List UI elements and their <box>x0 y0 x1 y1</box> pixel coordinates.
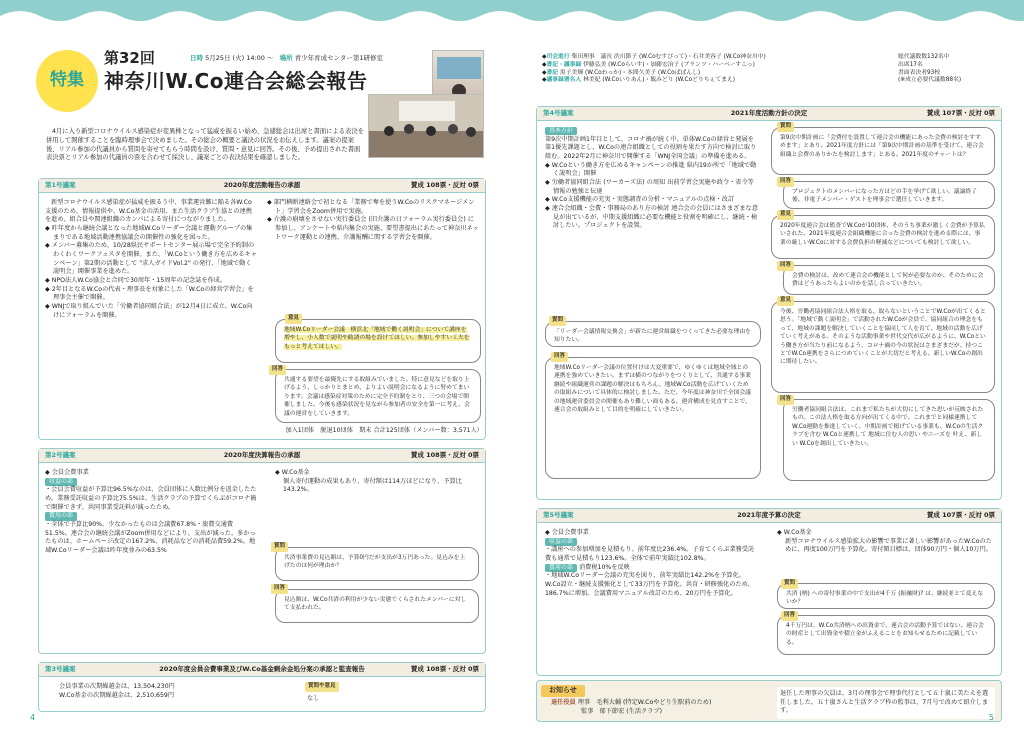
income-text: ・会員会費収益が予算比96.5%なのは、会員団体に入数比例分を返金したため。業務受託収益の予算比75.5%は、生活クラブの予算でくらぶがコロナ禍で開催できず、共同事業受託料が減ったため。 <box>45 486 257 511</box>
section-bill-2 <box>38 448 486 654</box>
date-label: 日時 <box>190 54 203 62</box>
roster-row: ◆書記 黒子美輝 (W.Coわっか)・本間久美子 (W.Coぱぱんし) <box>542 69 701 76</box>
section-header <box>537 509 1001 523</box>
question-bubble <box>771 127 995 175</box>
list-item: ◆ 労働者協同組合法 (ワーカーズ法) の周知 出前学習会実施や政令・省令等情報の勉強と伝達 <box>545 179 754 195</box>
title-number: 第32回 <box>104 49 155 67</box>
opinion-badge: 意見 <box>285 314 302 324</box>
list-item: ◆ 連合会組織・会費・事務局のあり方の検討 連合会の会員にはさまざまな意見が出ているが、中期支援組織に必要な機能と役割を明確にし、継続・検討したい。プロジェクトを設置。 <box>545 205 758 230</box>
vote-result: 賛成 108票・反対 0票 <box>410 664 479 673</box>
section-header <box>39 663 485 677</box>
answer-bubble <box>783 399 995 481</box>
roster-row: ◆書記・議事録 伊藤弘美 (W.Coらいす)・加藤宏冶子 (ブランツ・ハーベーすこっ) <box>542 61 755 68</box>
bill-title: 2021年度活動方針の決定 <box>730 108 808 117</box>
bill-3-body <box>59 683 259 700</box>
question-text: 第9次中期計画に「会費付を設置して連合会の機能にあった会費の検討をすすめます」とあり、2021年度方針には「第9次中期計画の基準を受けて、連合会組織と会費のありかたを検討します」とある。2021年度のチャートは？ <box>780 135 984 158</box>
bill-5-right-column <box>777 529 995 555</box>
bill-title: 2020年度決算報告の承認 <box>223 450 301 459</box>
income-tag: 収益の部 <box>45 478 77 486</box>
fund-text: 個人寄付運動の成果もあり、寄付額は114万ほどになり、予算比143.2%。 <box>283 477 462 494</box>
notice-text: 退任した理事の欠員は、3月の理事会で理事代行として五十嵐に美たえを選任しました。五十嵐さんと生活クラブ枠の監事は、7月号で改めて紹介します。 <box>777 687 995 719</box>
question-badge: 質問や意見 <box>305 682 339 692</box>
section-bill-4 <box>536 106 1002 500</box>
policy-tag: 基本方針 <box>545 127 577 135</box>
opinion-bubble <box>771 215 995 259</box>
answer-bubble <box>545 357 761 479</box>
list-item: ◆ NPO法人W.Co協会と合同で30周年・15周年の記念誌を作成。 <box>45 277 227 285</box>
notice-heading: お知らせ <box>541 685 585 697</box>
income-text: ・講座への参加増加を見積もり、前年度比236.4%。子育てくらぶ業務受託費も通常で見積もり123.6%。全体で前年実績比102.8%。 <box>545 546 755 563</box>
stat-line: 出席17名 <box>898 61 923 68</box>
retired-row: 監事 郁下節宏 (生活クラブ) <box>581 707 663 715</box>
answer-text: 労働者協同組合法は、これまで私たちが大切にしてきた思いが反映されたもの。この法人格を取る方向が出てくる中で、これまでと同様連携してW.Co運動を推進していく。中期計画で掲げている事業も、W.Coの生活クラブを含む W.Coと連携して 地域に住む人の思い やニーズを 叶え、新しい W.Coを創出していきたい。 <box>792 407 984 447</box>
answer-bubble <box>783 181 995 209</box>
question-text: 共済事業費の見込額は、予算0円だが支出が3万円あった。見込みを上げたのは何が理由か？ <box>284 555 466 570</box>
answer-badge: 回答 <box>269 365 286 375</box>
question-bubble <box>545 321 761 347</box>
question-text: 共済 (柄) への寄付事業の中で支出が4千万 (振融財)? は、継続並とて変えないか？ <box>786 591 984 606</box>
intro-text: 4月に入り新型コロナウイルス感染症が変異株となって猛威を振るい始め、急遽総会は出席と書面による表決を併用して開催することを臨時理事会で決めました。その総会の概要と議決の状況をお伝えします。議案の提案後、リアル参加の代議員から質問を寄せてもらう時間を設け、質問・意見に回答。その後、予め提出された書面表決票とリアル参加の代議員の票を合わせて採決し、議案ごとの表決結果を確認しました。 <box>46 128 364 162</box>
page-number-left: 4 <box>30 712 36 722</box>
wave-decoration <box>0 6 1024 26</box>
meeting-photo-image <box>369 95 484 158</box>
expense-text: ・全体で予算比90%。少なかったものは会議費67.8%・旅費交通費51.5%。連合会の継続会議がZoom併用などにより、支出が減った。多かったものは、ホームページ改定の167.2%、消耗品などの消耗品費59.2%。地域W.Coリーダー会議は昨年度並みの63.5% <box>45 521 256 555</box>
vote-result: 賛成 108票・反対 0票 <box>410 450 479 459</box>
question-badge: 質問 <box>781 579 798 589</box>
question-badge: 質問 <box>549 316 566 326</box>
place-value: 青少年育成センター第1研修室 <box>294 54 384 62</box>
opinion-badge: 意見 <box>777 210 794 220</box>
list-item: ◆ W.Co支援機能の充実・実態調査の分析・マニュアルの点検・改訂 <box>545 196 735 204</box>
opinion-text: 地域W.Coリーダー会議 横浜北「地域で働く説明会」について講座を増やし、小人数で説明や勧誘の場を設けてほしい。参加しやすい工夫をもっと考えてほしい。 <box>284 327 470 350</box>
list-item: ◆ 昨年度から継続会議となった地域W.Coリーダー会議と運動グループの集まりである地域活動連携協議会の開催性の強化を図った。 <box>45 225 253 241</box>
attendance-stats <box>898 54 1008 85</box>
notice-box <box>536 680 1002 722</box>
carryover-fund: W.Co基金の次期繰越金は、2,510,659円 <box>59 691 175 699</box>
bill-number: 第4号議案 <box>543 108 574 117</box>
answer-bubble <box>777 615 995 655</box>
answer-bubble <box>783 265 995 295</box>
retired-officers <box>551 699 751 716</box>
bill-1-left-column <box>45 199 257 320</box>
list-item: ◆ 介護の崩壊をさせない実行委員会 (旧介護の日フォーラム実行委員会) に参加し、アンケートや県内集会の実施、要望書提出にあたって神奈川ネットワーク運動との連携、介護報酬に関する学習会を開催。 <box>267 216 479 241</box>
page-right <box>512 24 1024 731</box>
vote-result: 賛成 107票・反対 0票 <box>926 108 995 117</box>
list-item: ◆ WNJで取り組んでいた「労働者協同組合法」が12月4日に成立。W.Co向けにフォーラムを開催。 <box>45 303 253 319</box>
page-left <box>0 24 512 731</box>
question-badge: 質問 <box>777 122 794 132</box>
question-badge: 質問 <box>271 542 288 552</box>
bill-4-left-column <box>545 127 759 231</box>
answer-text: 会費の検討は、改めて連合会の機能として何が必要なのか、そのために会費はどうあったらよいのかを話し合っていきたい。 <box>792 273 984 288</box>
meeting-meta <box>190 54 383 63</box>
meeting-photo <box>368 94 484 158</box>
list-item: ◆ メンバー募集のため、10/28県民サポートセンター展示場で完全予約制のわくわくワークフェスタを開催。また、「W.Coという働き方を広めるキャンペーン」第2期の活動として "求人ガイドVol.2" の発行、「地域で動く説明会」開催事業を進めた。 <box>45 242 257 276</box>
stat-line: 総代議数数132名中 <box>898 54 950 60</box>
roster-row: ◆司会進行 柴田理事 議長 渋川節子 (W.Coむすびって)・石井美容子 (W.Co神奈川中) <box>542 54 766 60</box>
bill-number: 第2号議案 <box>45 450 76 459</box>
feature-badge: 特集 <box>36 50 98 112</box>
answer-text: 共通する要望を最優先にする取組みでいました。特に意見などを取り上げるよう、しっかりとまとめ、よりよい説明会になるように努めてまいります。会議は感染症対策のために完全予約制をとり、三つの会場で開催しました。今後も感染状況を見ながら参加者の安全を第一に考え、会議の運営をしていきます。 <box>284 377 470 417</box>
list-item: ◆ 2年目となるW.Coの代表・理事長を対象にした「W.Coの経営学習会」を理事会主催で開催。 <box>45 285 254 302</box>
section-header <box>39 179 485 193</box>
opinion-badge: 意見 <box>777 296 794 306</box>
section-bill-5 <box>536 508 1002 676</box>
retired-row: 退任役員 理事 毛利大輔 (特定W.Coやどり生駅前のため) <box>551 699 712 706</box>
list-item: ◆ W.Coという働き方を広めるキャンペーンの推進 県内19か所で「地域で動く説明会」開催 <box>545 161 757 178</box>
expense-tag: 費用の部 <box>45 512 77 520</box>
answer-text: 4千万円は、W.Co共済柄への出資金で、連合会の活動予算ではない。連合会の財産として出資金や積立金がふえることをお知らせるために記載している。 <box>786 623 984 646</box>
opinion-bubble <box>275 319 481 363</box>
vote-result: 賛成 107票・反対 0票 <box>926 510 995 519</box>
answer-badge: 回答 <box>777 261 794 271</box>
answer-text: プロジェクトのメンバーになった方はどの手を挙げて欲しい。議論終了後、非電子メンバー・ゲストを理事会で選任していきます。 <box>792 189 977 204</box>
question-bubble <box>777 583 995 609</box>
question-answer: なし <box>307 695 320 702</box>
opinion-bubble <box>771 301 995 393</box>
date-value: 5月25日 (火) 14:00 ～ <box>205 54 274 62</box>
bill-number: 第3号議案 <box>45 664 76 673</box>
question-text: 「リーダー会議情報交換会」が新たに運営組織をつくってきた必要な理由を知りたい。 <box>554 329 751 344</box>
bill-1-right-column <box>267 199 479 242</box>
bill-2-left-column <box>45 469 257 556</box>
list-item: ◆ 部門横断連絡会で初となる「業務で奪を使うW.Coのリスクマネージメント」学習会をZoom併用で実施。 <box>267 199 475 215</box>
opinion-text: 2020年度連合会は監査でW.Coが10団体、そのうち事業が激しく会費が予算払いされた。2021年度連合会組織機能に合った会費の検討を進める際には、事業の厳しいW.Coに対する会費負担の軽減などについても検討して欲しい。 <box>780 223 985 246</box>
opinion-text: 今後、労働者協同組合法人格を取る、取らないということでW.Coが出てくると思う。「地域で動く説明会」で活動されたW.Coが会員で、協同組合の理念をもって、地域の課題を解決していくことを協同して人を育て、地域の活動を広げていく考えがある。そのような活動事業や世代交代が広がるように、W.Coという働き方が当たり前になるよう、コロナ禍の今の状況はさまざまだが、持つことでW.Co連携をさらにつめていくことが大切だと考える。新しいW.Coの創出に期待したい。 <box>780 309 986 366</box>
bill-1-summary: 新型コロナウイルス感染症が猛威を振るう中、事業運営難に陥る各W.Co支援のため、情報提供や、W.Co基金の活用、また生活クラブ生協との連携を進め、組合員や関連組織のカンパによる寄付につながりました。 <box>45 199 252 224</box>
policy-text: 第9次中期計画1年目として、コロナ禍が続く中、単体W.Coの経営と発展を第1優先課題とし、W.Coの連合組織としての役割を果たす方向で検討に取り組む。2022年2月に神奈川で開催する「WNJ全国会議」の準備を進める。 <box>545 135 757 161</box>
answer-badge: 回答 <box>777 177 794 187</box>
stat-line: (※成立必要代議数88名) <box>898 77 962 84</box>
answer-badge: 回答 <box>781 611 798 621</box>
question-bubble <box>275 547 479 581</box>
title-main: 神奈川W.Co連合会総会報告 <box>104 69 368 93</box>
bill-number: 第1号議案 <box>45 180 76 189</box>
bill-number: 第5号議案 <box>543 510 574 519</box>
bill-5-left-column <box>545 529 759 598</box>
section-bill-3 <box>38 662 486 712</box>
meeting-roster <box>542 54 822 85</box>
answer-text: 見込額は、W.Co共済の利用が少ない実態でくらされたメンバーに対して支払われた。 <box>284 597 467 612</box>
place-label: 場所 <box>279 54 293 62</box>
bill-title: 2020年度会員会費事業及びW.Co基金剰余金処分案の承認と監査報告 <box>159 664 365 673</box>
carryover-members: 会員事業の次期繰越金は、13,504,230円 <box>59 683 175 690</box>
answer-bubble <box>275 589 479 623</box>
bill-title: 2021年度予算の決定 <box>737 510 801 519</box>
bill-2-right-column <box>275 469 479 495</box>
item-heading: ◆ W.Co基金 <box>777 529 812 536</box>
answer-bubble <box>275 369 481 423</box>
section-header <box>537 107 1001 121</box>
expense-tag: 費用の部 <box>545 564 577 572</box>
page-number-right: 5 <box>988 712 994 722</box>
roster-row: ◆議事録署名人 林美紀 (W.Coいりあん)・飯みどり (W.Coどりちぇてまえ) <box>542 77 735 84</box>
expense-text: ・地域W.Coリーダー会議の充実を図り、前年実績比142.2%を予算化。W.Co設立・継続支援強化として33万円を予算化。共育・研修強化のため、186.7%に増加。会議費用マニュアル改訂のため、20万円を予算化。 <box>545 572 754 597</box>
answer-badge: 回答 <box>777 395 794 405</box>
bill-title: 2020年度活動報告の承認 <box>223 180 301 189</box>
vote-result: 賛成 108票・反対 0票 <box>410 180 479 189</box>
expense-note: 消費税10%を反映 <box>578 563 630 571</box>
section-header <box>39 449 485 463</box>
item-heading: ◆ 会員会費事業 <box>545 529 589 536</box>
answer-badge: 回答 <box>271 584 288 594</box>
membership-footer: 加入1団体 脱退10団体 期末 合計125団体（メンバー数：3,571人） <box>285 427 483 434</box>
income-tag: 収益の部 <box>545 538 577 546</box>
section-bill-1 <box>38 178 486 440</box>
stat-line: 書面表決者93校 <box>898 69 941 76</box>
answer-badge: 回答 <box>551 352 568 362</box>
top-wave-banner <box>0 0 1024 24</box>
item-heading: ◆ 会員会費事業 <box>45 469 89 476</box>
fund-text: 新型コロナウイルス感染拡大の影響で事業に著しい影響があったW.Coのために、再度100万円を予算化。寄付額目標は、団体90万円・個人10万円。 <box>785 537 992 554</box>
answer-text: 地域W.Coリーダー会議の位置付けは大変重要で、ゆくゆくは地域全域との連携を強めていきたい。まずは横のつながりをつくりとして、共通する事業継続や組織運営の課題の解決はもちろん、地域W.Co活動を広げていくための取組みについて具体的に検討しました。ただ、今年度は神奈川で全国会議の地域運営委員会の開催もあり難しい面もある。運営構成を見直すことで、連合会の取組みとして目的を明確にしていきたい。 <box>554 365 751 413</box>
item-heading: ◆ W.Co基金 <box>275 469 310 476</box>
